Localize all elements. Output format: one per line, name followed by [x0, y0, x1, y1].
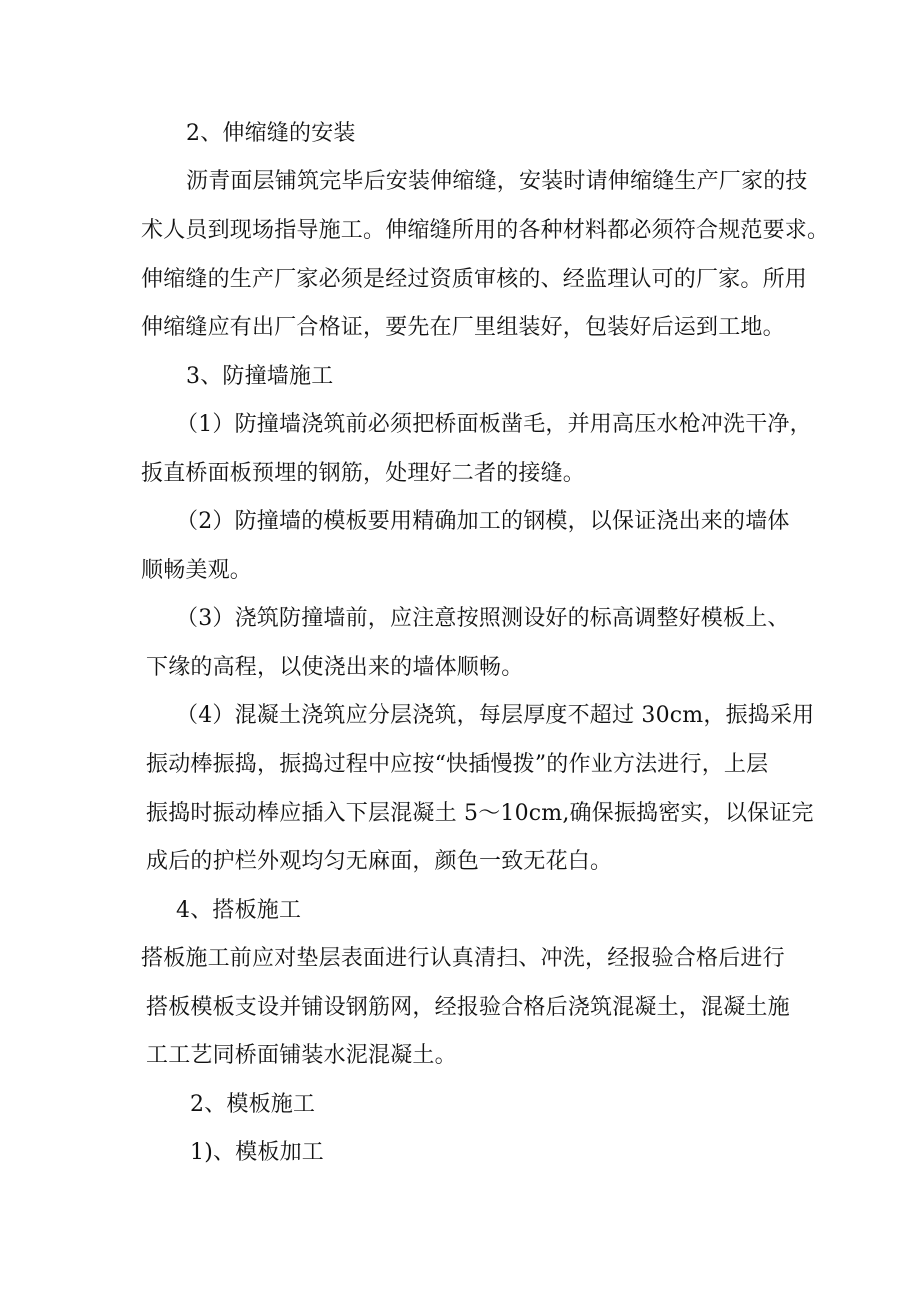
paragraph-line: （4）混凝土浇筑应分层浇筑，每层厚度不超过 30cm，振捣采用 — [176, 703, 815, 728]
paragraph-line: 成后的护栏外观均匀无麻面，颜色一致无花白。 — [146, 849, 613, 874]
paragraph-line: 顺畅美观。 — [141, 558, 253, 583]
paragraph-line: （2）防撞墙的模板要用精确加工的钢模，以保证浇出来的墙体 — [176, 509, 790, 534]
paragraph-line: 扳直桥面板预埋的钢筋，处理好二者的接缝。 — [141, 461, 586, 486]
paragraph-line: 搭板施工前应对垫层表面进行认真清扫、冲洗，经报验合格后进行 — [141, 946, 785, 971]
paragraph-line: 伸缩缝应有出厂合格证，要先在厂里组装好，包装好后运到工地。 — [141, 315, 785, 340]
subheading-formwork-fabrication: 1)、模板加工 — [190, 1140, 324, 1165]
paragraph-line: （1）防撞墙浇筑前必须把桥面板凿毛，并用高压水枪冲洗干净， — [176, 412, 812, 437]
paragraph-line: 工工艺同桥面铺装水泥混凝土。 — [146, 1043, 457, 1068]
paragraph-line: 沥青面层铺筑完毕后安装伸缩缝，安装时请伸缩缝生产厂家的技 — [186, 169, 808, 194]
paragraph-line: 术人员到现场指导施工。伸缩缝所用的各种材料都必须符合规范要求。 — [141, 218, 830, 243]
heading-formwork-construction: 2、模板施工 — [190, 1092, 316, 1117]
heading-crash-barrier-construction: 3、防撞墙施工 — [186, 364, 334, 389]
paragraph-line: （3）浇筑防撞墙前，应注意按照测设好的标高调整好模板上、 — [176, 606, 790, 631]
paragraph-line: 下缘的高程，以使浇出来的墙体顺畅。 — [146, 655, 524, 680]
paragraph-line: 振捣时振动棒应插入下层混凝土 5～10cm,确保振捣密实，以保证完 — [146, 801, 814, 826]
paragraph-line: 振动棒振捣，振捣过程中应按“快插慢拨”的作业方法进行，上层 — [146, 752, 769, 777]
heading-approach-slab-construction: 4、搭板施工 — [176, 898, 302, 923]
heading-expansion-joint-install: 2、伸缩缝的安装 — [186, 121, 356, 146]
paragraph-line: 搭板模板支设并铺设钢筋网，经报验合格后浇筑混凝土，混凝土施 — [146, 995, 790, 1020]
paragraph-line: 伸缩缝的生产厂家必须是经过资质审核的、经监理认可的厂家。所用 — [141, 267, 808, 292]
